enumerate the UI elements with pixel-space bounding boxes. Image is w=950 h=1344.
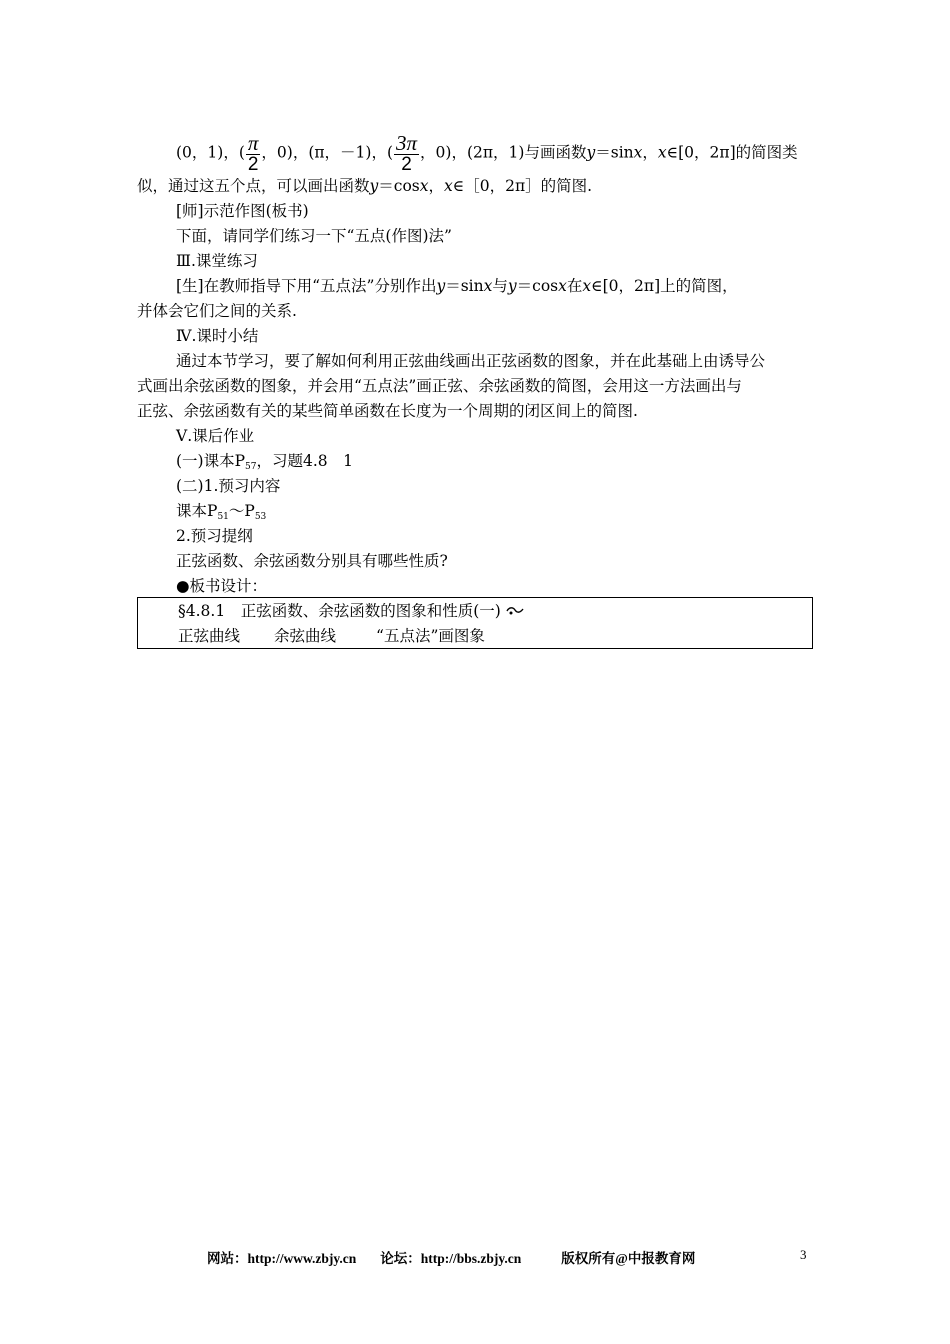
text-run: 似，通过这五个点，可以画出函数 xyxy=(137,177,370,195)
math-var: x xyxy=(657,143,667,162)
math-var: x xyxy=(558,277,567,295)
board-title-row xyxy=(178,601,524,621)
math-var: x xyxy=(444,177,453,195)
fraction-denominator: 2 xyxy=(401,154,412,176)
fraction-denominator: 2 xyxy=(247,154,259,176)
text-run: 在 xyxy=(566,277,583,295)
text-run: ，0)，(2π，1)与画函数 xyxy=(420,143,587,162)
footer-copyright: 版权所有@中报教育网 xyxy=(561,1251,696,1266)
fraction-numerator: π xyxy=(247,131,259,155)
math-var: y xyxy=(436,277,446,295)
text-run: ～P xyxy=(228,502,255,520)
subscript: 51 xyxy=(217,512,229,522)
math-var: x xyxy=(633,143,643,162)
text-line-14: (二)1.预习内容 xyxy=(176,477,281,495)
text-line-9: 通过本节学习，要了解如何利用正弦曲线画出正弦函数的图象，并在此基础上由诱导公 xyxy=(176,352,766,370)
board-item: “五点法”画图象 xyxy=(376,627,485,645)
text-run: 与 xyxy=(492,277,508,295)
text-run: ＝sin xyxy=(595,143,634,162)
subscript: 53 xyxy=(254,512,267,522)
page-footer xyxy=(207,1247,695,1267)
math-var: y xyxy=(507,277,517,295)
text-line-2 xyxy=(137,176,592,196)
text-run: ，0)，(π，－1)，( xyxy=(261,143,394,162)
text-line-4: 下面，请同学们练习一下“五点(作图)法” xyxy=(176,227,452,245)
decorative-glyph-icon xyxy=(506,605,524,617)
math-var: x xyxy=(582,277,592,295)
text-run: (0，1)，( xyxy=(176,143,245,162)
text-run: ∈[0，2π]上的简图， xyxy=(591,277,738,295)
text-line-10: 式画出余弦函数的图象，并会用“五点法”画正弦、余弦函数的简图，会用这一方法画出与 xyxy=(137,377,742,395)
text-line-15 xyxy=(176,501,266,527)
math-var: x xyxy=(419,177,429,195)
page-number: 3 xyxy=(800,1247,807,1262)
footer-forum: 论坛：http://bbs.zbjy.cn xyxy=(380,1251,522,1266)
text-line-17: 正弦函数、余弦函数分别具有哪些性质? xyxy=(176,552,448,570)
text-line-7: 并体会它们之间的关系. xyxy=(137,302,297,320)
text-run: 课本P xyxy=(176,502,218,520)
text-run: ＝cos xyxy=(378,177,420,195)
text-run: ∈［0，2π］的简图. xyxy=(452,177,593,195)
text-run: [生]在教师指导下用“五点法”分别作出 xyxy=(176,277,437,295)
board-design-box xyxy=(137,597,813,649)
text-run: ＝sin xyxy=(445,277,484,295)
section-heading-3: Ⅲ.课堂练习 xyxy=(176,252,258,270)
text-line-18: ●板书设计： xyxy=(176,577,268,595)
text-line-11: 正弦、余弦函数有关的某些简单函数在长度为一个周期的闭区间上的简图. xyxy=(137,402,638,420)
text-line-6 xyxy=(176,276,738,296)
math-var: x xyxy=(483,277,493,295)
text-line-1 xyxy=(176,132,798,175)
text-run: (一)课本P xyxy=(176,452,246,470)
board-item: 正弦曲线 xyxy=(178,627,241,645)
section-heading-4: Ⅳ.课时小结 xyxy=(176,327,259,345)
fraction-3pi-over-2 xyxy=(394,132,419,175)
footer-site: 网站：http://www.zbjy.cn xyxy=(207,1251,357,1266)
text-run: ， xyxy=(642,143,658,162)
text-line-16: 2.预习提纲 xyxy=(176,527,253,545)
text-run: ∈[0，2π]的简图类 xyxy=(666,143,798,162)
math-var: y xyxy=(369,177,379,195)
board-items-row xyxy=(178,626,485,646)
section-heading-5: Ⅴ.课后作业 xyxy=(176,427,255,445)
text-run: ，习题4.8 1 xyxy=(256,452,353,470)
fraction-pi-over-2 xyxy=(246,132,261,175)
board-item: 余弦曲线 xyxy=(274,627,337,645)
fraction-numerator: 3π xyxy=(396,131,418,155)
text-line-3: [师]示范作图(板书) xyxy=(176,202,309,220)
math-var: y xyxy=(586,143,596,162)
text-line-13 xyxy=(176,451,353,477)
text-run: ＝cos xyxy=(516,277,559,295)
subscript: 57 xyxy=(245,462,257,472)
text-run: ， xyxy=(428,177,445,195)
board-title: §4.8.1 正弦函数、余弦函数的图象和性质(一) xyxy=(178,602,501,620)
